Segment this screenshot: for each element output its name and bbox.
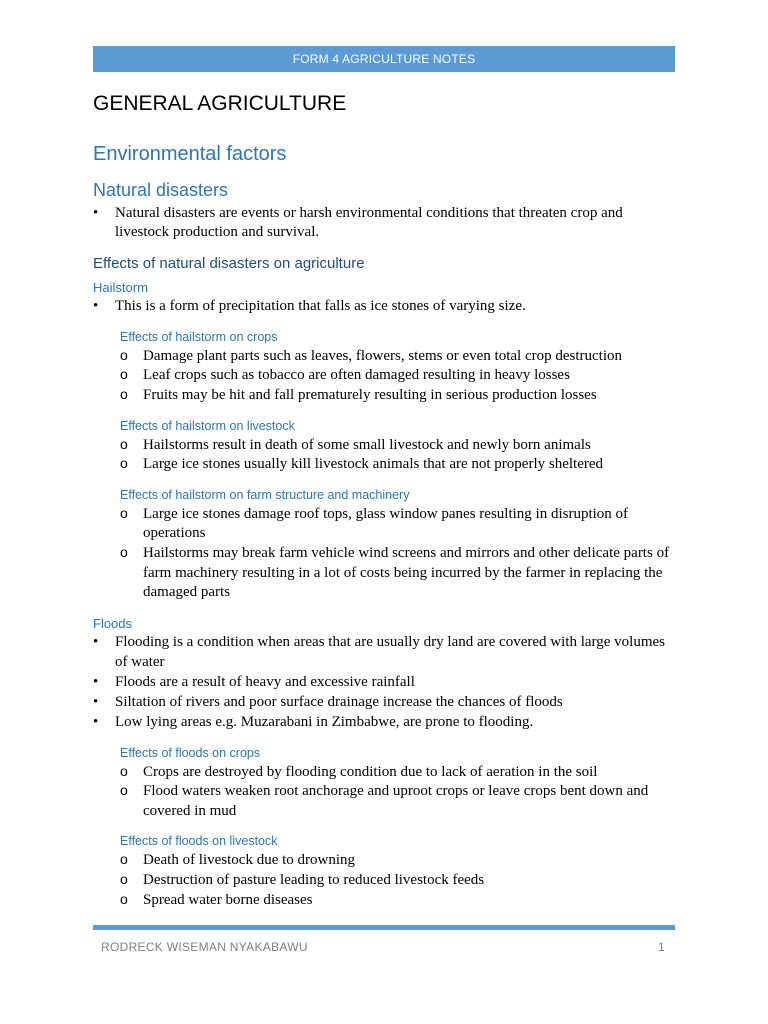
hailstorm-structures-list xyxy=(93,505,675,603)
footer-rule xyxy=(93,925,675,930)
list-item: o Large ice stones damage roof tops, glass window panes resulting in disruption of operations xyxy=(93,505,675,544)
floods-list xyxy=(93,633,675,732)
hailstorm-list xyxy=(93,297,675,317)
floods-heading: Floods xyxy=(93,615,133,631)
list-item: • Flooding is a condition when areas that are usually dry land are covered with large volumes of water xyxy=(93,633,675,672)
intro-list xyxy=(93,204,675,243)
document-content xyxy=(93,88,675,910)
floods-crops-heading: Effects of floods on crops xyxy=(120,745,261,760)
floods-livestock-list xyxy=(93,851,675,910)
page-header-bar xyxy=(93,46,675,72)
hailstorm-crops-heading: Effects of hailstorm on crops xyxy=(120,329,278,344)
list-item: o Fruits may be hit and fall prematurely resulting in serious production losses xyxy=(93,386,675,406)
list-item: o Hailstorms may break farm vehicle wind screens and mirrors and other delicate parts of farm machinery resulting in a lot of costs being incurred by the farmer in replacing the damaged parts xyxy=(93,544,675,603)
list-item: o Large ice stones usually kill livestock animals that are not properly sheltered xyxy=(93,455,675,475)
document-title: GENERAL AGRICULTURE xyxy=(93,92,347,115)
hailstorm-crops-list xyxy=(93,347,675,406)
list-item: o Hailstorms result in death of some small livestock and newly born animals xyxy=(93,436,675,456)
effects-heading: Effects of natural disasters on agriculture xyxy=(93,254,365,272)
footer-author: RODRECK WISEMAN NYAKABAWU xyxy=(101,940,308,954)
list-item: • Siltation of rivers and poor surface drainage increase the chances of floods xyxy=(93,693,675,713)
section-heading: Environmental factors xyxy=(93,143,287,165)
hailstorm-livestock-heading: Effects of hailstorm on livestock xyxy=(120,418,295,433)
header-title: FORM 4 AGRICULTURE NOTES xyxy=(292,52,476,66)
list-item: • This is a form of precipitation that falls as ice stones of varying size. xyxy=(93,297,675,317)
floods-livestock-heading: Effects of floods on livestock xyxy=(120,834,278,849)
list-item: o Death of livestock due to drowning xyxy=(93,851,675,871)
list-item: o Destruction of pasture leading to reduced livestock feeds xyxy=(93,871,675,891)
list-item: o Leaf crops such as tobacco are often damaged resulting in heavy losses xyxy=(93,366,675,386)
list-item: • Low lying areas e.g. Muzarabani in Zimbabwe, are prone to flooding. xyxy=(93,713,675,733)
hailstorm-structures-heading: Effects of hailstorm on farm structure and machinery xyxy=(120,487,410,502)
subsection-heading: Natural disasters xyxy=(93,180,229,200)
page-number: 1 xyxy=(658,940,665,954)
list-item: • Floods are a result of heavy and excessive rainfall xyxy=(93,673,675,693)
floods-crops-list xyxy=(93,763,675,822)
hailstorm-heading: Hailstorm xyxy=(93,279,148,295)
list-item: o Crops are destroyed by flooding condition due to lack of aeration in the soil xyxy=(93,763,675,783)
list-item: o Spread water borne diseases xyxy=(93,891,675,911)
list-item: o Flood waters weaken root anchorage and uproot crops or leave crops bent down and covered in mud xyxy=(93,782,675,821)
list-item: o Damage plant parts such as leaves, flowers, stems or even total crop destruction xyxy=(93,347,675,367)
list-item: • Natural disasters are events or harsh environmental conditions that threaten crop and livestock production and survival. xyxy=(93,204,675,243)
hailstorm-livestock-list xyxy=(93,436,675,475)
